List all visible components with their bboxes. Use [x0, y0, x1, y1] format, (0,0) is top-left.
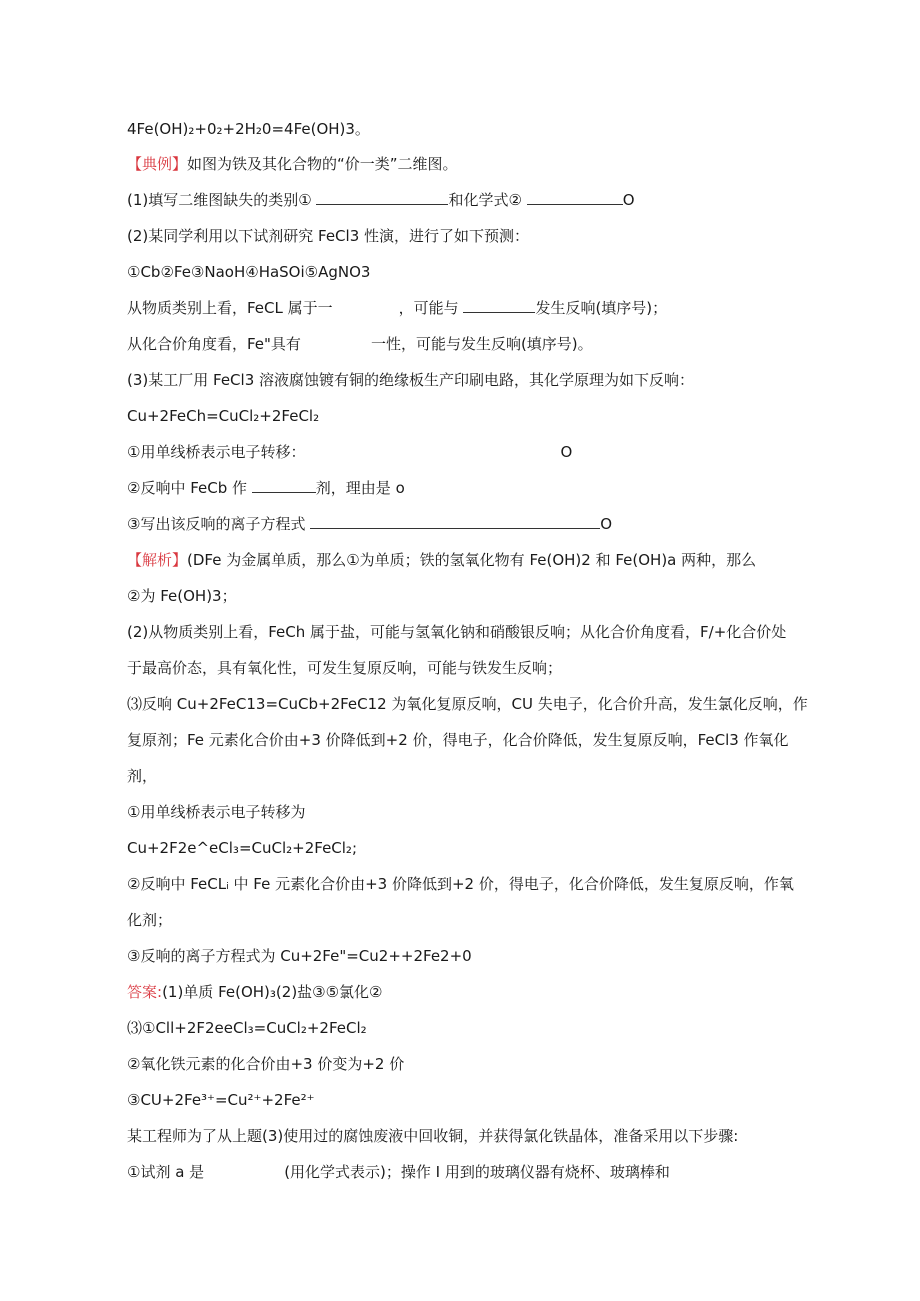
text: ①试剂 a 是 [127, 1163, 205, 1181]
analysis-line [127, 657, 800, 679]
text: ⑶反响 Cu+2FeC13=CuCb+2FeC12 为氧化复原反响，CU 失电子，化合价升高，发生氯化反响，作 [127, 695, 808, 713]
text: (用化学式表示)；操作 I 用到的玻璃仪器有烧杯、玻璃棒和 [284, 1163, 670, 1181]
text: 从物质类别上看，FeCL 属于一 [127, 299, 333, 317]
answer-blank [252, 477, 316, 493]
text: ①用单线桥表示电子转移： [127, 443, 306, 461]
analysis-line [127, 729, 800, 751]
answer-line [127, 1089, 800, 1111]
equation-line [127, 118, 800, 140]
answer-heading [127, 981, 800, 1003]
question-3-part-3 [127, 513, 800, 535]
answer-blank [527, 189, 623, 205]
analysis-line [127, 693, 808, 715]
analysis-line [127, 765, 800, 787]
text: 一性，可能与发生反响(填序号)。 [370, 335, 593, 353]
text: 化剂； [127, 911, 173, 929]
analysis-heading [127, 549, 800, 571]
analysis-line [127, 621, 800, 643]
text: ②为 Fe(OH)3； [127, 587, 237, 605]
analysis-line [127, 585, 800, 607]
text: 和化学式② [448, 191, 522, 209]
question-1 [127, 189, 800, 211]
text: 剂，理由是 o [315, 479, 405, 497]
text: O [560, 443, 573, 461]
text: Cu+2FeCh=CuCl₂+2FeCl₂ [127, 407, 320, 425]
text: ①用单线桥表示电子转移为 [127, 803, 306, 821]
analysis-line [127, 945, 800, 967]
text: 如图为铁及其化合物的“价一类”二维图。 [187, 155, 458, 173]
text: 复原剂；Fe 元素化合价由+3 价降低到+2 价，得电子，化合价降低，发生复原反响，FeCl3 作氧化 [127, 731, 789, 749]
analysis-line [127, 801, 800, 823]
text: O [600, 515, 613, 533]
question-3-part-1 [127, 441, 800, 463]
text: 从化合价角度看，Fe"具有 [127, 335, 301, 353]
analysis-line [127, 873, 800, 895]
example-heading [127, 153, 800, 175]
analysis-line [127, 909, 800, 931]
text: ①Cb②Fe③NaoH④HaSOi⑤AgNO3 [127, 263, 371, 281]
text: (1)单质 Fe(OH)₃(2)盐③⑤氯化② [162, 983, 383, 1001]
analysis-line [127, 837, 800, 859]
text: ②氧化铁元素的化合价由+3 价变为+2 价 [127, 1055, 405, 1073]
question-2-line-b [127, 333, 800, 355]
answer-blank [316, 189, 448, 205]
text: 发生反响(填序号)； [535, 299, 668, 317]
text: 某工程师为了从上题(3)使用过的腐蚀废液中回收铜，并获得氯化铁晶体，准备采用以下步骤: [127, 1127, 739, 1145]
text: ，可能与 [398, 299, 459, 317]
text: (2)某同学利用以下试剂研究 FeCl3 性演，进行了如下预测： [127, 227, 530, 245]
text: 于最高价态，具有氧化性，可发生复原反响，可能与铁发生反响； [127, 659, 563, 677]
text: ③CU+2Fe³⁺=Cu²⁺+2Fe²⁺ [127, 1091, 315, 1109]
text: ⑶①Cll+2F2eeCl₃=CuCl₂+2FeCl₂ [127, 1019, 367, 1037]
text: (2)从物质类别上看，FeCh 属于盐，可能与氢氧化钠和硝酸银反响；从化合价角度看，F/+化合价处 [127, 623, 787, 641]
text: ③写出该反响的离子方程式 [127, 515, 306, 533]
text: 4Fe(OH)₂+0₂+2H₂0=4Fe(OH)3。 [127, 120, 370, 138]
text: ②反响中 FeCLᵢ 中 Fe 元素化合价由+3 价降低到+2 价，得电子，化合价降低，发生复原反响，作氧 [127, 875, 794, 893]
answer-blank [463, 297, 535, 313]
text: ②反响中 FeCb 作 [127, 479, 248, 497]
text: Cu+2F2e^eCl₃=CuCl₂+2FeCl₂; [127, 839, 358, 857]
answer-tag: 答案: [127, 983, 163, 1001]
reaction-equation [127, 405, 800, 427]
question-3-part-2 [127, 477, 800, 499]
follow-up-part-1 [127, 1161, 800, 1183]
text: (1)填写二维图缺失的类别① [127, 191, 312, 209]
analysis-tag: 【解析】 [127, 551, 188, 569]
example-tag: 【典例】 [127, 155, 188, 173]
answer-line [127, 1017, 800, 1039]
text: 剂， [127, 767, 158, 785]
question-3 [127, 369, 800, 391]
answer-line [127, 1053, 800, 1075]
question-2 [127, 225, 800, 247]
text: O [622, 191, 635, 209]
text: (DFe 为金属单质，那么①为单质；铁的氢氧化物有 Fe(OH)2 和 Fe(OH)a 两种，那么 [187, 551, 757, 569]
reagent-list [127, 261, 800, 283]
text: (3)某工厂用 FeCl3 溶液腐蚀镀有铜的绝缘板生产印刷电路，其化学原理为如下反响： [127, 371, 695, 389]
text: ③反响的离子方程式为 Cu+2Fe"=Cu2++2Fe2+0 [127, 947, 472, 965]
answer-blank [310, 513, 600, 529]
question-2-line-a [127, 297, 800, 319]
follow-up-question [127, 1125, 800, 1147]
